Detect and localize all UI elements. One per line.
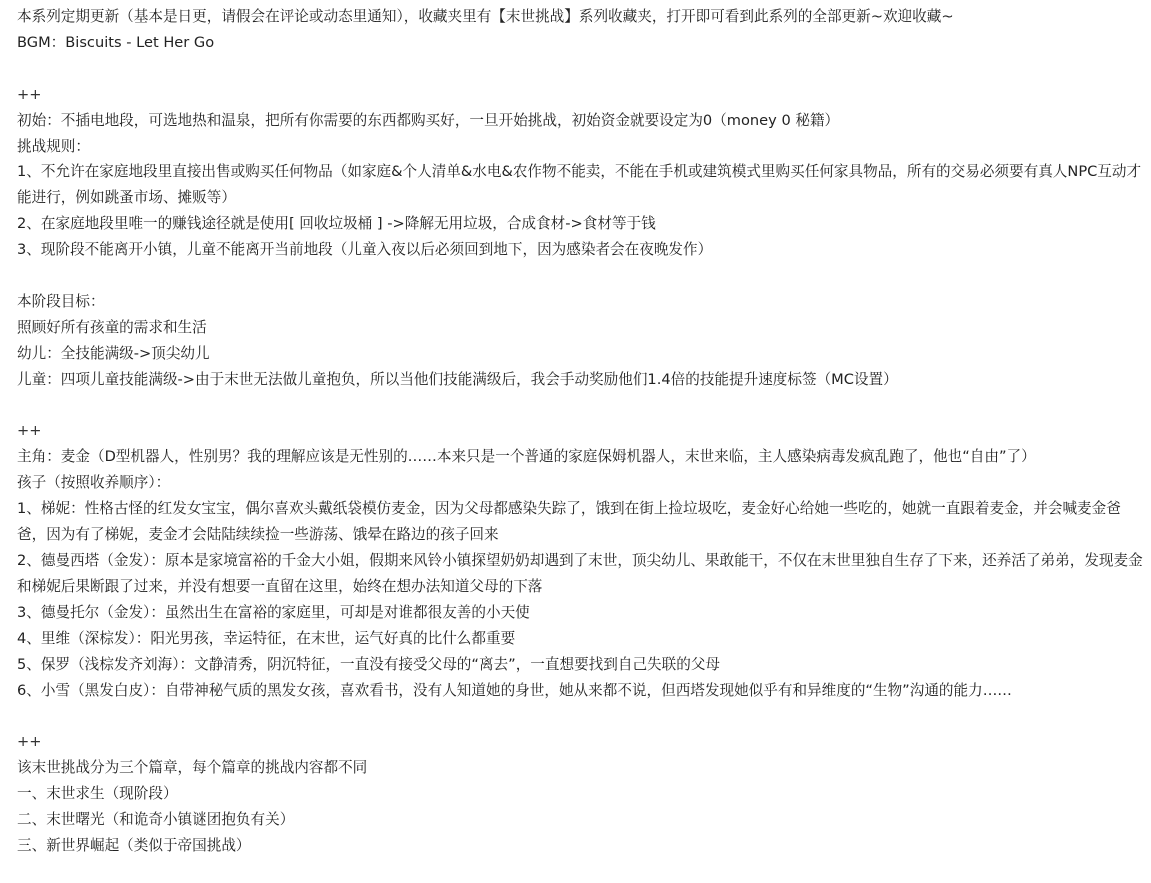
child-item: 2、德曼西塔（金发）：原本是家境富裕的千金大小姐，假期来风铃小镇探望奶奶却遇到了末世，顶尖幼儿、果敢能干，不仅在末世里独自生存了下来，还养活了弟弟，发现麦金和梯妮后果断跟了过来，并没有想要一直留在这里，始终在想办法知道父母的下落 — [17, 551, 1143, 595]
child-item: 1、梯妮：性格古怪的红发女宝宝，偶尔喜欢头戴纸袋模仿麦金，因为父母都感染失踪了，饿到在街上捡垃圾吃，麦金好心给她一些吃的，她就一直跟着麦金，并会喊麦金爸爸，因为有了梯妮，麦金才会陆陆续续捡一些游荡、饿晕在路边的孩子回来 — [17, 500, 1121, 544]
goal-item: 儿童：四项儿童技能满级->由于末世无法做儿童抱负，所以当他们技能满级后，我会手动奖励他们1.4倍的技能提升速度标签（MC设置） — [17, 370, 898, 388]
child-item: 6、小雪（黑发白皮）：自带神秘气质的黑发女孩，喜欢看书，没有人知道她的身世，她从来都不说，但西塔发现她似乎有和异维度的“生物”沟通的能力…… — [17, 681, 1012, 699]
children-title: 孩子（按照收养顺序）： — [17, 474, 171, 492]
section-separator: ++ — [17, 85, 42, 103]
protagonist-text: 主角：麦金（D型机器人，性别男？我的理解应该是无性别的……本来只是一个普通的家庭保姆机器人，末世来临，主人感染病毒发疯乱跑了，他也“自由”了） — [17, 448, 1036, 466]
section-separator: ++ — [17, 422, 42, 440]
chapter-item: 二、末世曙光（和诡奇小镇谜团抱负有关） — [17, 811, 295, 829]
blank-line — [17, 393, 1145, 419]
document-body — [17, 4, 1145, 859]
goal-item: 照顾好所有孩童的需求和生活 — [17, 318, 207, 336]
goal-item: 幼儿：全技能满级->顶尖幼儿 — [17, 344, 210, 362]
rule-item: 3、现阶段不能离开小镇，儿童不能离开当前地段（儿童入夜以后必须回到地下，因为感染者会在夜晚发作） — [17, 241, 713, 259]
blank-line — [17, 56, 1145, 82]
rule-item: 1、不允许在家庭地段里直接出售或购买任何物品（如家庭&个人清单&水电&农作物不能卖，不能在手机或建筑模式里购买任何家具物品，所有的交易必须要有真人NPC互动才能进行，例如跳蚤市场、摊贩等） — [17, 163, 1142, 207]
chapter-item: 三、新世界崛起（类似于帝国挑战） — [17, 836, 251, 854]
blank-line — [17, 263, 1145, 289]
child-item: 3、德曼托尔（金发）：虽然出生在富裕的家庭里，可却是对谁都很友善的小天使 — [17, 603, 530, 621]
rule-item: 2、在家庭地段里唯一的赚钱途径就是使用[ 回收垃圾桶 ] ->降解无用垃圾，合成食材->食材等于钱 — [17, 215, 656, 233]
chapters-intro: 该末世挑战分为三个篇章，每个篇章的挑战内容都不同 — [17, 759, 368, 777]
goals-title: 本阶段目标： — [17, 292, 105, 310]
intro-text: 本系列定期更新（基本是日更，请假会在评论或动态里通知），收藏夹里有【末世挑战】系列收藏夹，打开即可看到此系列的全部更新~欢迎收藏~ — [17, 8, 954, 25]
section-separator: ++ — [17, 733, 42, 751]
chapter-item: 一、末世求生（现阶段） — [17, 785, 178, 803]
child-item: 4、里维（深棕发）：阳光男孩，幸运特征，在末世，运气好真的比什么都重要 — [17, 629, 516, 647]
initial-condition: 初始：不插电地段，可选地热和温泉，把所有你需要的东西都购买好，一旦开始挑战，初始资金就要设定为0（money 0 秘籍） — [17, 111, 840, 129]
child-item: 5、保罗（浅棕发齐刘海）：文静清秀，阴沉特征，一直没有接受父母的“离去”，一直想要找到自己失联的父母 — [17, 655, 721, 673]
rules-title: 挑战规则： — [17, 137, 90, 155]
blank-line — [17, 703, 1145, 729]
bgm-text: BGM：Biscuits - Let Her Go — [17, 33, 215, 51]
